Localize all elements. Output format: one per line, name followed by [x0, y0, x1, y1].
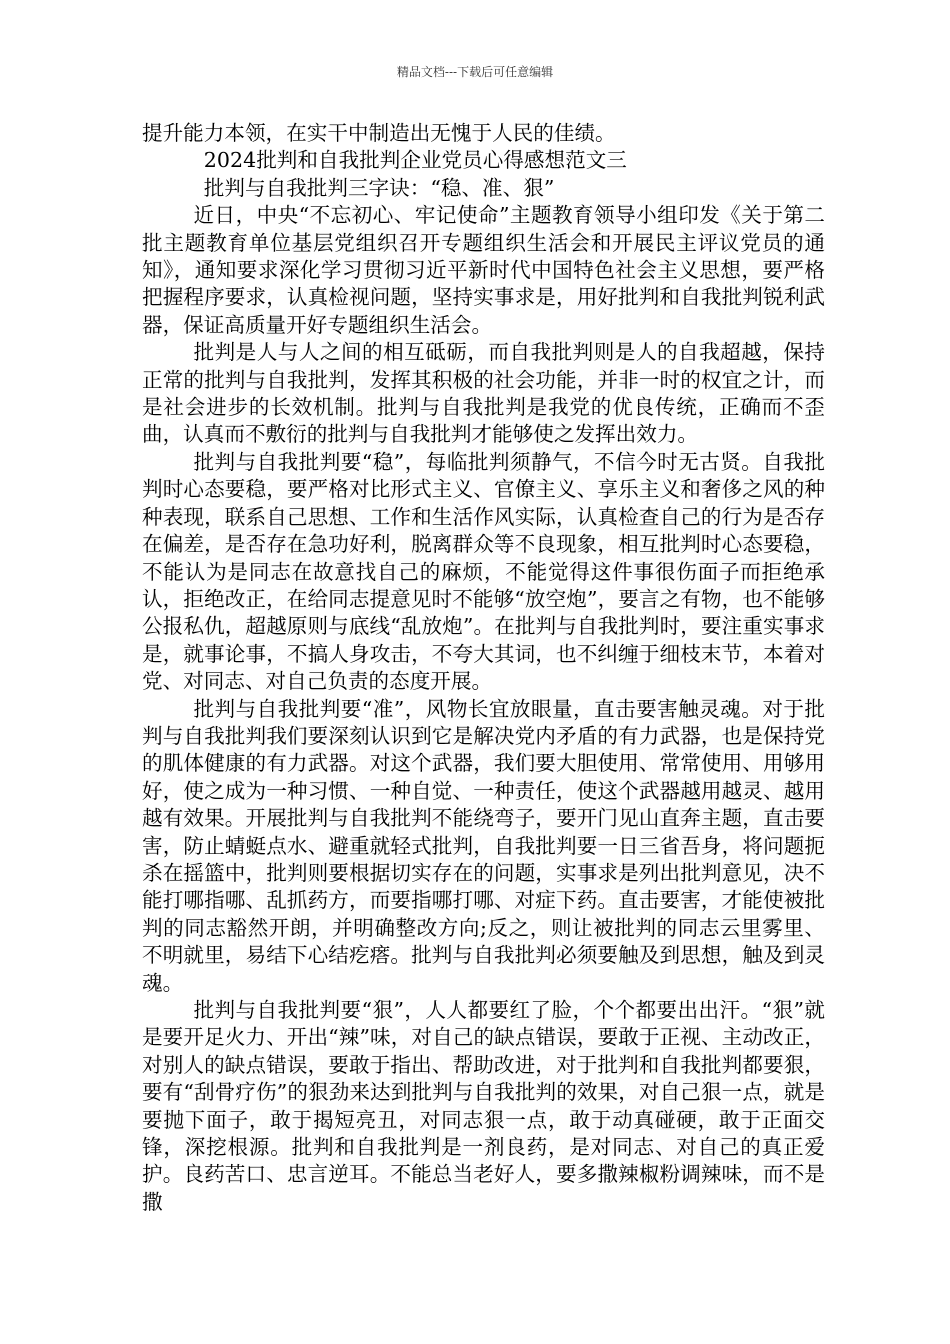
paragraph: 批判与自我批判要“准”，风物长宜放眼量，直击要害触灵魂。对于批判与自我批判我们要深刻认识到它是解决党内矛盾的有力武器，也是保持党的肌体健康的有力武器。对这个武器，我们要大胆使用、常常使用、用够用好，使之成为一种习惯、一种自觉、一种责任，使这个武器越用越灵、越用越有效果。开展批判与自我批判不能绕弯子，要开门见山直奔主题，直击要害，防止蜻蜓点水、避重就轻式批判，自我批判要一日三省吾身，将问题扼杀在摇篮中，批判则要根据切实存在的问题，实事求是列出批判意见，决不能打哪指哪、乱抓药方，而要指哪打哪、对症下药。直击要害，才能使被批判的同志豁然开朗，并明确整改方向;反之，则让被批判的同志云里雾里、不明就里，易结下心结疙瘩。批判与自我批判必须要触及到思想，触及到灵魂。: [142, 696, 825, 995]
page-header: 精品文档---下载后可任意编辑: [396, 65, 554, 79]
paragraph: 批判与自我批判要“狠”，人人都要红了脸，个个都要出出汗。“狠”就是要开足火力、开出“辣”味，对自己的缺点错误，要敢于正视、主动改正，对别人的缺点错误，要敢于指出、帮助改进，对于批判和自我批判都要狠，要有“刮骨疗伤”的狠劲来达到批判与自我批判的效果，对自己狠一点，就是要抛下面子，敢于揭短亮丑，对同志狠一点，敢于动真碰硬，敢于正面交锋，深挖根源。批判和自我批判是一剂良药，是对同志、对自己的真正爱护。良药苦口、忠言逆耳。不能总当老好人，要多撒辣椒粉调辣味，而不是撒: [142, 998, 825, 1214]
paragraph: 近日，中央“不忘初心、牢记使命”主题教育领导小组印发《关于第二批主题教育单位基层党组织召开专题组织生活会和开展民主评议党员的通知》，通知要求深化学习贯彻习近平新时代中国特色社会主义思想，要严格把握程序要求，认真检视问题，坚持实事求是，用好批判和自我批判锐利武器，保证高质量开好专题组织生活会。: [142, 203, 825, 337]
section-subtitle: 批判与自我批判三字诀：“稳、准、狠”: [203, 175, 555, 200]
section-title: 2024批判和自我批判企业党员心得感想范文三: [203, 148, 627, 173]
document-body: [142, 120, 825, 1216]
paragraph: 批判是人与人之间的相互砥砺，而自我批判则是人的自我超越，保持正常的批判与自我批判，发挥其积极的社会功能，并非一时的权宜之计，而是社会进步的长效机制。批判与自我批判是我党的优良传统，正确而不歪曲，认真而不敷衍的批判与自我批判才能够使之发挥出效力。: [142, 340, 825, 447]
paragraph-continuation: 提升能力本领，在实干中制造出无愧于人民的佳绩。: [142, 121, 616, 145]
paragraph: 批判与自我批判要“稳”，每临批判须静气，不信今时无古贤。自我批判时心态要稳，要严格对比形式主义、官僚主义、享乐主义和奢侈之风的种种表现，联系自己思想、工作和生活作风实际，认真检查自己的行为是否存在偏差，是否存在急功好利，脱离群众等不良现象，相互批判时心态要稳，不能认为是同志在故意找自己的麻烦，不能觉得这件事很伤面子而拒绝承认，拒绝改正，在给同志提意见时不能够“放空炮”，要言之有物，也不能够公报私仇，超越原则与底线“乱放炮”。在批判与自我批判时，要注重实事求是，就事论事，不搞人身攻击，不夸大其词，也不纠缠于细枝末节，本着对党、对同志、对自己负责的态度开展。: [142, 449, 825, 694]
